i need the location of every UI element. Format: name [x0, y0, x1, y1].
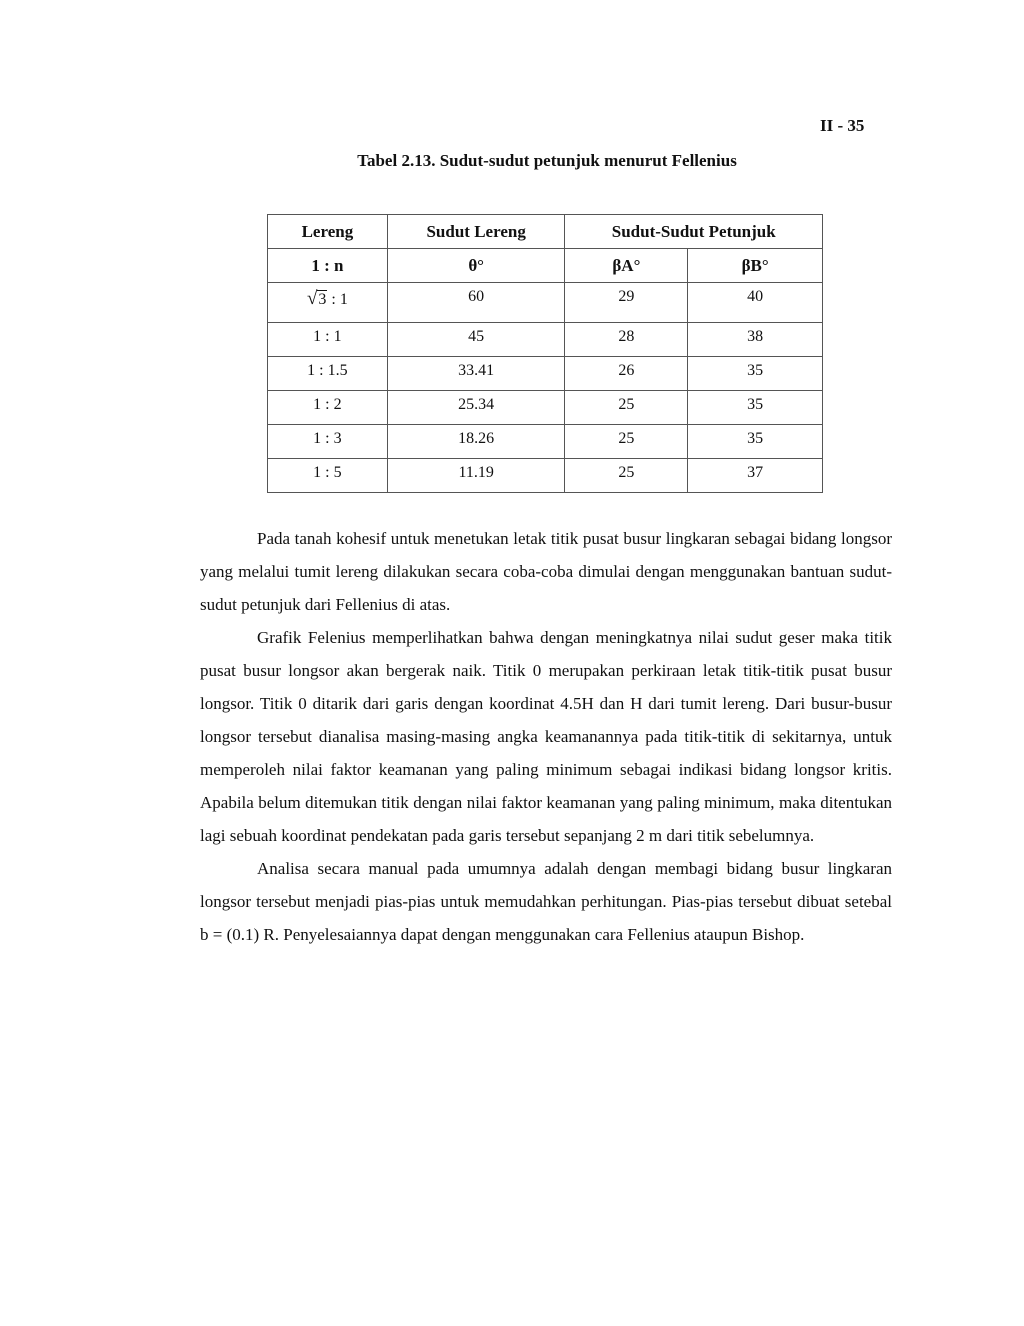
- paragraph: Analisa secara manual pada umumnya adalah dengan membagi bidang busur lingkaran longsor tersebut menjadi pias-pias untuk memudahkan perhitungan. Pias-pias tersebut dibuat setebal b = (0.1) R. Penyelesaiannya dapat dengan menggunakan cara Fellenius ataupun Bishop.: [200, 859, 892, 944]
- table-caption: Tabel 2.13. Sudut-sudut petunjuk menurut Fellenius: [357, 151, 737, 170]
- page-number: II - 35: [820, 116, 865, 135]
- header-sudut-petunjuk: Sudut-Sudut Petunjuk: [565, 215, 823, 249]
- cell-sudut: 11.19: [387, 459, 565, 493]
- table-row: [268, 425, 823, 459]
- fellenius-angles-table: [267, 214, 823, 493]
- cell-sudut: 18.26: [387, 425, 565, 459]
- header-lereng: Lereng: [268, 215, 388, 249]
- cell-lereng: [268, 283, 388, 323]
- cell-beta-a: 25: [565, 425, 688, 459]
- header-beta-a: βA°: [565, 249, 688, 283]
- cell-beta-a: 29: [565, 283, 688, 323]
- lereng-suffix: : 1: [327, 291, 348, 308]
- body-text: [200, 522, 892, 951]
- cell-beta-a: 28: [565, 323, 688, 357]
- cell-beta-a: 25: [565, 391, 688, 425]
- cell-sudut: 45: [387, 323, 565, 357]
- table-subheader-row: [268, 249, 823, 283]
- cell-beta-b: 35: [688, 425, 823, 459]
- cell-lereng: 1 : 1.5: [268, 357, 388, 391]
- cell-lereng: 1 : 5: [268, 459, 388, 493]
- table-row: [268, 323, 823, 357]
- cell-sudut: 60: [387, 283, 565, 323]
- cell-beta-b: 35: [688, 357, 823, 391]
- cell-beta-b: 37: [688, 459, 823, 493]
- table-row: [268, 283, 823, 323]
- radicand: 3: [318, 291, 327, 308]
- paragraph: Pada tanah kohesif untuk menetukan letak titik pusat busur lingkaran sebagai bidang longsor yang melalui tumit lereng dilakukan secara coba-coba dimulai dengan menggunakan bantuan sudut-sudut petunjuk dari Fellenius di atas.: [200, 529, 892, 614]
- cell-beta-a: 25: [565, 459, 688, 493]
- paragraph: Grafik Felenius memperlihatkan bahwa dengan meningkatnya nilai sudut geser maka titik pusat busur longsor akan bergerak naik. Titik 0 merupakan perkiraan letak titik-titik pusat busur longsor. Titik 0 ditarik dari garis dengan koordinat 4.5H dan H dari tumit lereng. Dari busur-busur longsor tersebut dianalisa masing-masing angka keamanannya pada titik-titik di sekitarnya, untuk memperoleh nilai faktor keamanan yang paling minimum sebagai indikasi bidang longsor kritis. Apabila belum ditemukan titik dengan nilai faktor keamanan yang paling minimum, maka ditentukan lagi sebuah koordinat pendekatan pada garis tersebut sepanjang 2 m dari titik sebelumnya.: [200, 628, 892, 845]
- table-row: [268, 357, 823, 391]
- cell-beta-a: 26: [565, 357, 688, 391]
- cell-sudut: 33.41: [387, 357, 565, 391]
- header-sudut-lereng: Sudut Lereng: [387, 215, 565, 249]
- cell-beta-b: 38: [688, 323, 823, 357]
- square-root: [307, 288, 327, 310]
- cell-lereng: 1 : 2: [268, 391, 388, 425]
- cell-beta-b: 40: [688, 283, 823, 323]
- header-lereng-unit: 1 : n: [268, 249, 388, 283]
- cell-sudut: 25.34: [387, 391, 565, 425]
- table-row: [268, 391, 823, 425]
- table-header-row: [268, 215, 823, 249]
- cell-beta-b: 35: [688, 391, 823, 425]
- header-beta-b: βB°: [688, 249, 823, 283]
- table-row: [268, 459, 823, 493]
- cell-lereng: 1 : 1: [268, 323, 388, 357]
- cell-lereng: 1 : 3: [268, 425, 388, 459]
- radical-sign-icon: √: [306, 288, 318, 309]
- header-theta: θ°: [387, 249, 565, 283]
